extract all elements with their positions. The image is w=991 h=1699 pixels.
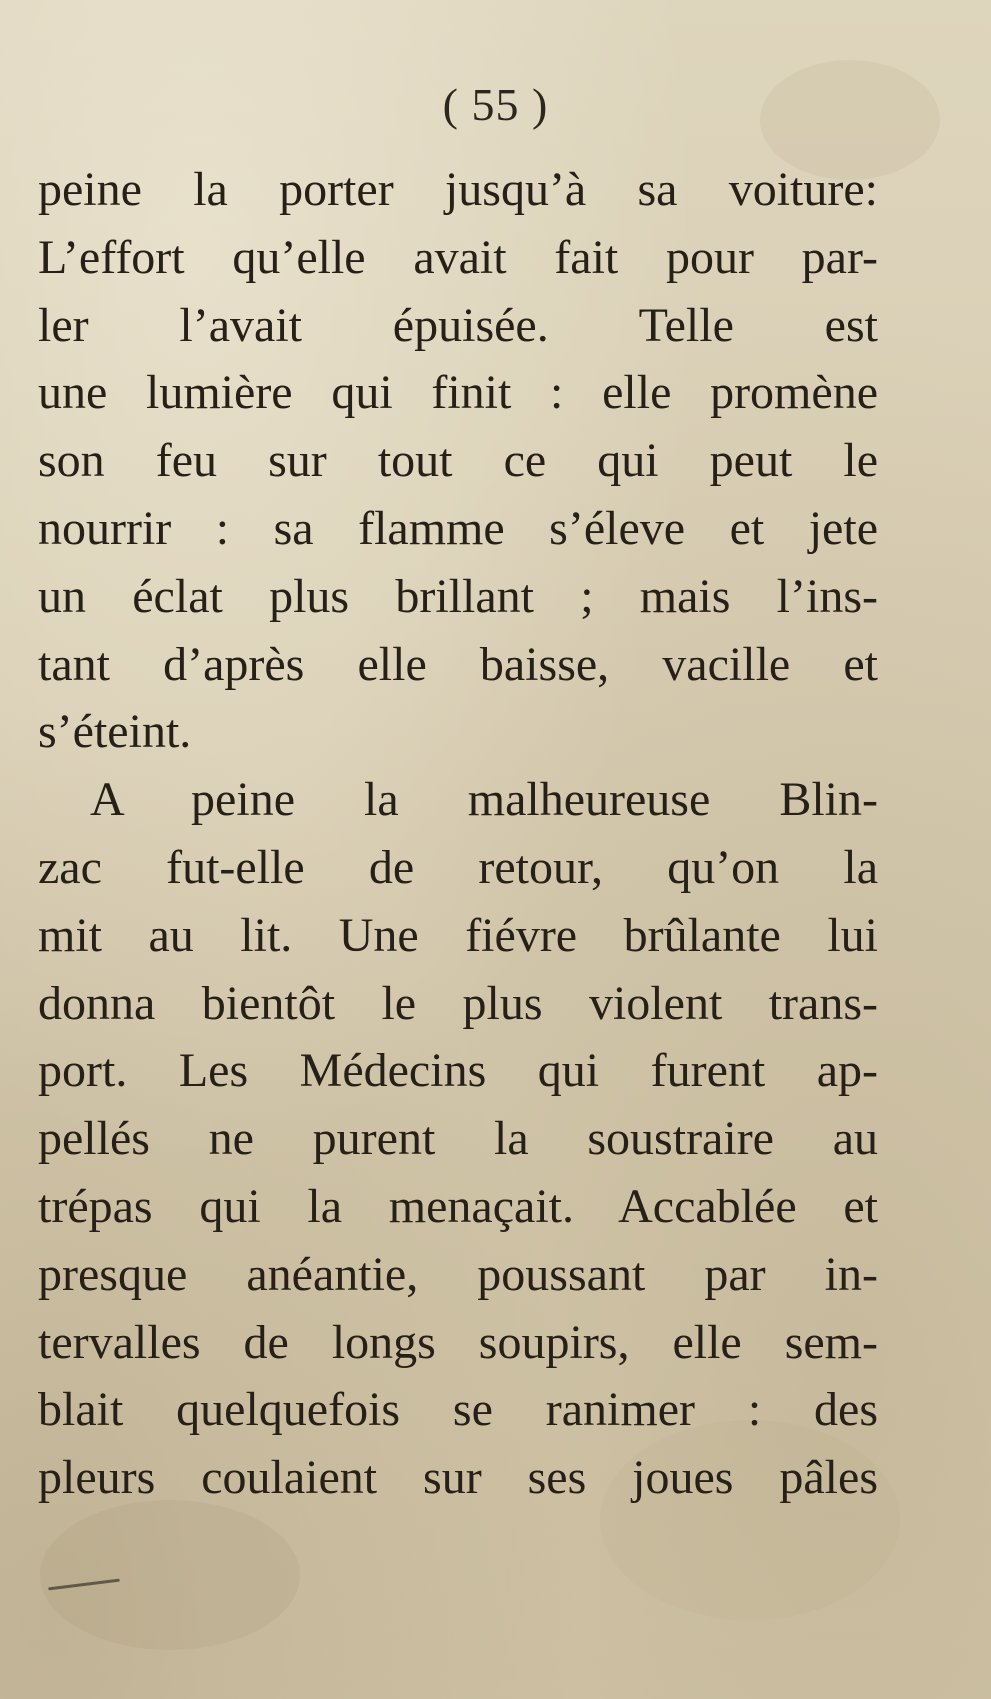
text-line: une lumière qui finit : elle promène	[38, 366, 878, 420]
text-line: donna bientôt le plus violent trans-	[38, 976, 878, 1030]
text-line: pleurs coulaient sur ses joues pâles	[38, 1451, 878, 1505]
text-line: ler l’avait épuisée. Telle est	[38, 298, 878, 352]
text-line: A peine la malheureuse Blin-	[90, 773, 878, 827]
text-body	[38, 156, 878, 1512]
text-line: peine la porter jusqu’à sa voiture:	[38, 163, 878, 216]
text-line: trépas qui la menaçait. Accablée et	[38, 1179, 878, 1233]
text-line: nourrir : sa flamme s’éleve et jete	[38, 501, 878, 555]
text-line: zac fut-elle de retour, qu’on la	[38, 840, 878, 894]
text-line: presque anéantie, poussant par in-	[38, 1247, 878, 1301]
page-number: ( 55 )	[442, 79, 549, 130]
text-line: son feu sur tout ce qui peut le	[38, 434, 878, 488]
paper-stain	[40, 1500, 300, 1650]
text-line: port. Les Médecins qui furent ap-	[38, 1044, 878, 1098]
text-line: L’effort qu’elle avait fait pour par-	[38, 230, 878, 284]
text-line: tant d’après elle baisse, vacille et	[38, 637, 878, 691]
text-line: mit au lit. Une fiévre brûlante lui	[38, 908, 878, 962]
pen-mark	[48, 1579, 120, 1591]
text-line: s’éteint.	[38, 705, 192, 759]
text-line: un éclat plus brillant ; mais l’ins-	[38, 569, 878, 623]
text-line: tervalles de longs soupirs, elle sem-	[38, 1315, 878, 1369]
text-line: pellés ne purent la soustraire au	[38, 1112, 878, 1166]
text-line: blait quelquefois se ranimer : des	[38, 1383, 878, 1437]
